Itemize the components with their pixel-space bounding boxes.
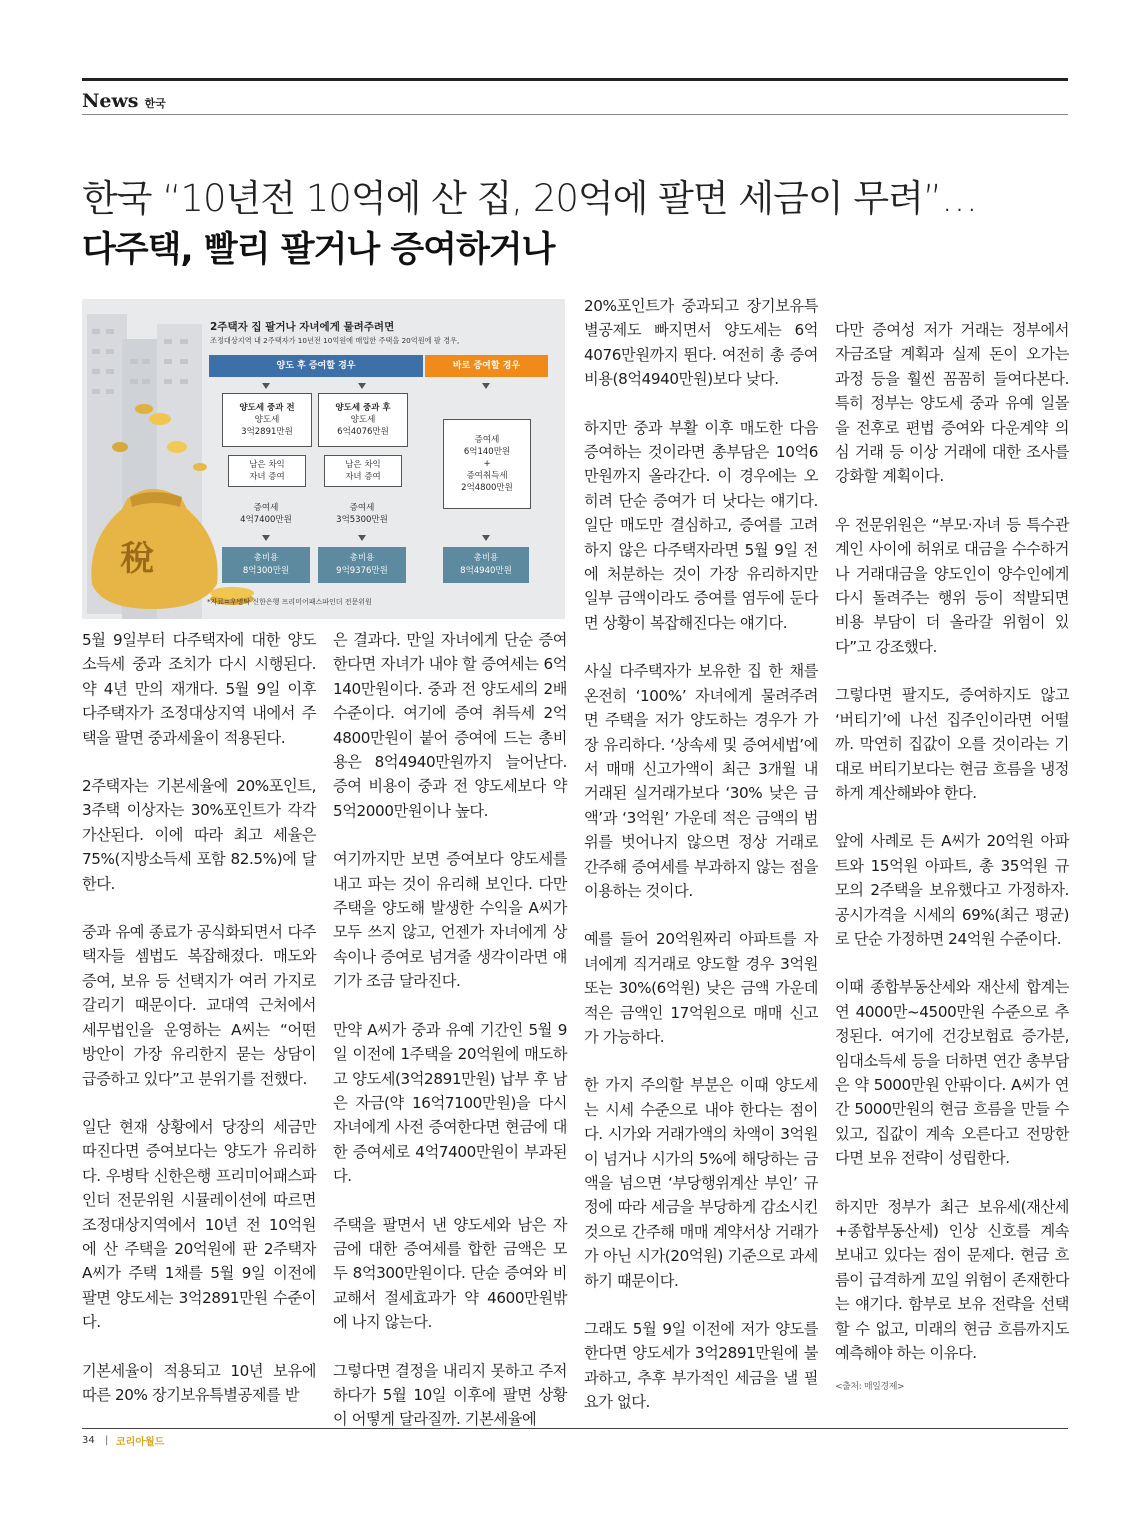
figure-source: *자료=우병탁 신한은행 프리미어패스파인더 전문위원: [207, 598, 372, 606]
arrow-down: [358, 535, 366, 541]
coin-4: [167, 441, 187, 453]
paragraph: 은 결과다. 만일 자녀에게 단순 증여한다면 자녀가 내야 할 증여세는 6억140만원이다. 중과 전 양도세의 2배 수준이다. 여기에 증여 취득세 2억4800만원이 붙어 증여에 드는 총비용은 8억4940만원까지 늘어난다. 증여 비용이 중과 전 양도세보다 약 5억2000만원이나 높다.: [333, 631, 567, 820]
gift-tax-1: 증여세 4억7400만원: [240, 503, 292, 525]
article-column-4: [835, 318, 1069, 1400]
paragraph: 2주택자는 기본세율에 20%포인트, 3주택 이상자는 30%포인트가 각각 가산된다. 이에 따라 최고 세율은 75%(지방소득세 포함 82.5%)에 달한다.: [82, 777, 316, 893]
paragraph: 한 가지 주의할 부분은 이때 양도세는 시세 수준으로 내야 한다는 점이다. 시가와 거래가액의 차액이 3억원이 넘거나 시가의 5%에 해당하는 금액을 넘으면 ‘부당행위계산 부인’ 규정에 따라 세금을 부당하게 감소시킨 것으로 간주해 매매 계약서상 거래가가 아닌 시가(20억원) 기준으로 과세하기 때문이다.: [584, 1076, 818, 1290]
total-cost-3: 총비용 8억4940만원: [443, 547, 529, 583]
coin-1: [135, 404, 153, 414]
headline-line1: 한국 “10년전 10억에 산 집, 20억에 팔면 세금이 무려”…: [82, 177, 978, 220]
tax-character: 稅: [120, 539, 154, 579]
article-source: <출처: 매일경제>: [835, 1382, 905, 1393]
header-direct-gift: 바로 증여할 경우: [425, 355, 548, 377]
headline-line2: 다주택, 빨리 팔거나 증여하거나: [82, 230, 555, 270]
paragraph: 일단 현재 상황에서 당장의 세금만 따진다면 증여보다는 양도가 유리하다. 우병탁 신한은행 프리미어패스파인더 전문위원 시뮬레이션에 따르면 조정대상지역에서 10년 전 10억원에 산 주택을 20억원에 판 2주택자 A씨가 주택 1채를 5월 9일 이전에 팔면 양도세는 3억2891만원 수준이다.: [82, 1117, 316, 1332]
page-number: 34: [82, 1435, 95, 1446]
total-cost-2: 총비용 9억9376만원: [318, 547, 406, 583]
box-direct-gift: 증여세 6억140만원 + 증여취득세 2억4800만원: [443, 419, 531, 509]
total-cost-1: 총비용 8억300만원: [222, 547, 310, 583]
paragraph: 다만 증여성 저가 거래는 정부에서 자금조달 계획과 실제 돈이 오가는 과정 등을 훨씬 꼼꼼히 들여다본다. 특히 정부는 양도세 중과 유예 일몰을 전후로 편법 증여와 다운계약 의심 거래 등 이상 거래에 대한 조사를 강화할 계획이다.: [835, 321, 1069, 486]
box-remain-gift-1: 남은 차익 자녀 증여: [228, 455, 306, 487]
arrow-down: [358, 383, 366, 389]
article-column-1: [82, 628, 316, 1431]
gift-tax-2: 증여세 3억5300만원: [336, 503, 388, 525]
paragraph: 하지만 정부가 최근 보유세(재산세+종합부동산세) 인상 신호를 계속 보내고 있다는 점이 문제다. 현금 흐름이 급격하게 꼬일 위험이 존재한다는 얘기다. 함부로 보유 전략을 선택할 수 없고, 미래의 현금 흐름까지도 예측해야 하는 이유다.: [835, 1197, 1069, 1363]
paragraph: 기본세율이 적용되고 10년 보유에 따른 20% 장기보유특별공제를 받: [82, 1361, 316, 1404]
section-label: [82, 90, 166, 112]
paragraph: 주택을 팔면서 낸 양도세와 남은 자금에 대한 증여세를 합한 금액은 모두 8억300만원이다. 단순 증여와 비교해서 절세효과가 약 4600만원밖에 나지 않는다.: [333, 1215, 567, 1332]
magazine-logo: 코리아월드: [116, 1437, 165, 1448]
paragraph: 그래도 5월 9일 이전에 저가 양도를 한다면 양도세가 3억2891만원에 불과하고, 추후 부가적인 세금을 낼 필요가 없다.: [584, 1320, 818, 1412]
paragraph: 만약 A씨가 중과 유예 기간인 5월 9일 이전에 1주택을 20억원에 매도하고 양도세(3억2891만원) 납부 후 남은 자금(약 16억7100만원)을 다시 자녀에게 사전 증여한다면 현금에 대한 증여세로 4억7400만원이 부과된다.: [333, 1020, 567, 1186]
header-transfer-then-gift: 양도 후 증여할 경우: [209, 355, 423, 377]
box-remain-gift-2: 남은 차익 자녀 증여: [324, 455, 402, 487]
paragraph: 5월 9일부터 다주택자에 대한 양도소득세 중과 조치가 다시 시행된다. 약 4년 만의 재개다. 5월 9일 이후 다주택자가 조정대상지역 내에서 주택을 팔면 중과세율이 적용된다.: [82, 631, 316, 747]
paragraph: 그렇다면 팔지도, 증여하지도 않고 ‘버티기’에 나선 집주인이라면 어떨까. 막연히 집값이 오를 것이라는 기대로 버티기보다는 현금 흐름을 냉정하게 계산해봐야 한다.: [835, 686, 1069, 802]
footer-rule: [82, 1428, 1068, 1429]
paragraph: 앞에 사례로 든 A씨가 20억원 아파트와 15억원 아파트, 총 35억원 규모의 2주택을 보유했다고 가정하자. 공시가격을 시세의 69%(최근 평균)로 단순 가정하면 24억원 수준이다.: [835, 832, 1069, 948]
arrow-down: [482, 535, 490, 541]
box-after-surcharge: 양도세 중과 후 양도세 6억4076만원: [318, 393, 408, 447]
arrow-down: [262, 535, 270, 541]
footer-separator: |: [105, 1435, 109, 1446]
infographic: [82, 299, 565, 619]
paragraph: 하지만 중과 부활 이후 매도한 다음 증여하는 것이라면 총부담은 10억6만원까지 올라간다. 이 경우에는 오히려 단순 증여가 더 낫다는 얘기다. 일단 매도만 결심하고, 증여를 고려하지 않은 다주택자라면 5월 9일 전에 처분하는 것이 가장 유리하지만 일부 금액이라도 증여를 염두에 둔다면 상황이 복잡해진다는 얘기다.: [584, 418, 818, 632]
figure-subtitle: 조정대상지역 내 2주택자가 10년전 10억원에 매입한 주택을 20억원에 팔 경우,: [210, 336, 460, 345]
paragraph: 중과 유예 종료가 공식화되면서 다주택자들 셈법도 복잡해졌다. 매도와 증여, 보유 등 선택지가 여러 가지로 갈리기 때문이다. 교대역 근처에서 세무법인을 운영하는 A씨는 “어떤 방안이 가장 유리한지 묻는 상담이 급증하고 있다”고 분위기를 전했다.: [82, 923, 316, 1088]
header-rule: [82, 114, 1068, 115]
paragraph: 예를 들어 20억원짜리 아파트를 자녀에게 직거래로 양도할 경우 3억원 또는 30%(6억원) 낮은 금액 가운데 적은 금액인 17억원으로 매매 신고가 가능하다.: [584, 930, 818, 1046]
arrow-down: [482, 383, 490, 389]
paragraph: 이때 종합부동산세와 재산세 합계는 연 4000만~4500만원 수준으로 추정된다. 여기에 건강보험료 증가분, 임대소득세 등을 더하면 연간 총부담은 약 5000만원 안팎이다. A씨가 연간 5000만원의 현금 흐름을 만들 수 있고, 집값이 계속 오른다고 전망한다면 보유 전략이 성립한다.: [835, 978, 1069, 1168]
article-column-3: [584, 294, 818, 1439]
section-region: 한국: [144, 97, 166, 110]
paragraph: 20%포인트가 중과되고 장기보유특별공제도 빠지면서 양도세는 6억4076만원까지 뛴다. 여전히 총 증여비용(8억4940만원)보다 낮다.: [584, 297, 818, 389]
article-column-2: [333, 628, 567, 1456]
paragraph: 그렇다면 결정을 내리지 못하고 주저하다가 5월 10일 이후에 팔면 상황이 어떻게 달라질까. 기본세율에: [333, 1361, 567, 1429]
top-rule: [82, 78, 1068, 81]
paragraph: 사실 다주택자가 보유한 집 한 채를 온전히 ‘100%’ 자녀에게 물려주려면 주택을 저가 양도하는 경우가 가장 유리하다. ‘상속세 및 증여세법’에서 매매 신고가액이 최근 3개월 내 거래된 실거래가보다 ‘30% 낮은 금액’과 ‘3억원’ 가운데 적은 금액의 범위를 벗어나지 않으면 정상 거래로 간주해 증여세를 부과하지 않는 점을 이용하는 것이다.: [584, 662, 818, 900]
section-news: News: [82, 90, 139, 112]
coin-2: [149, 413, 171, 425]
coin-3: [112, 442, 128, 452]
box-before-surcharge: 양도세 중과 전 양도세 3억2891만원: [222, 393, 312, 447]
paragraph: 여기까지만 보면 증여보다 양도세를 내고 파는 것이 유리해 보인다. 다만 주택을 양도해 발생한 수익을 A씨가 모두 쓰지 않고, 언젠가 자녀에게 상속이나 증여로 넘겨줄 생각이라면 얘기가 조금 달라진다.: [333, 850, 567, 991]
coin-5: [193, 463, 207, 471]
arrow-down: [262, 383, 270, 389]
paragraph: 우 전문위원은 “부모·자녀 등 특수관계인 사이에 허위로 대금을 수수하거나 거래대금을 양도인이 양수인에게 다시 돌려주는 행위 등이 적발되면 비용 부담이 더 올라갈 위험이 있다”고 강조했다.: [835, 515, 1069, 656]
figure-title: 2주택자 집 팔거나 자녀에게 물려주려면: [210, 321, 395, 333]
